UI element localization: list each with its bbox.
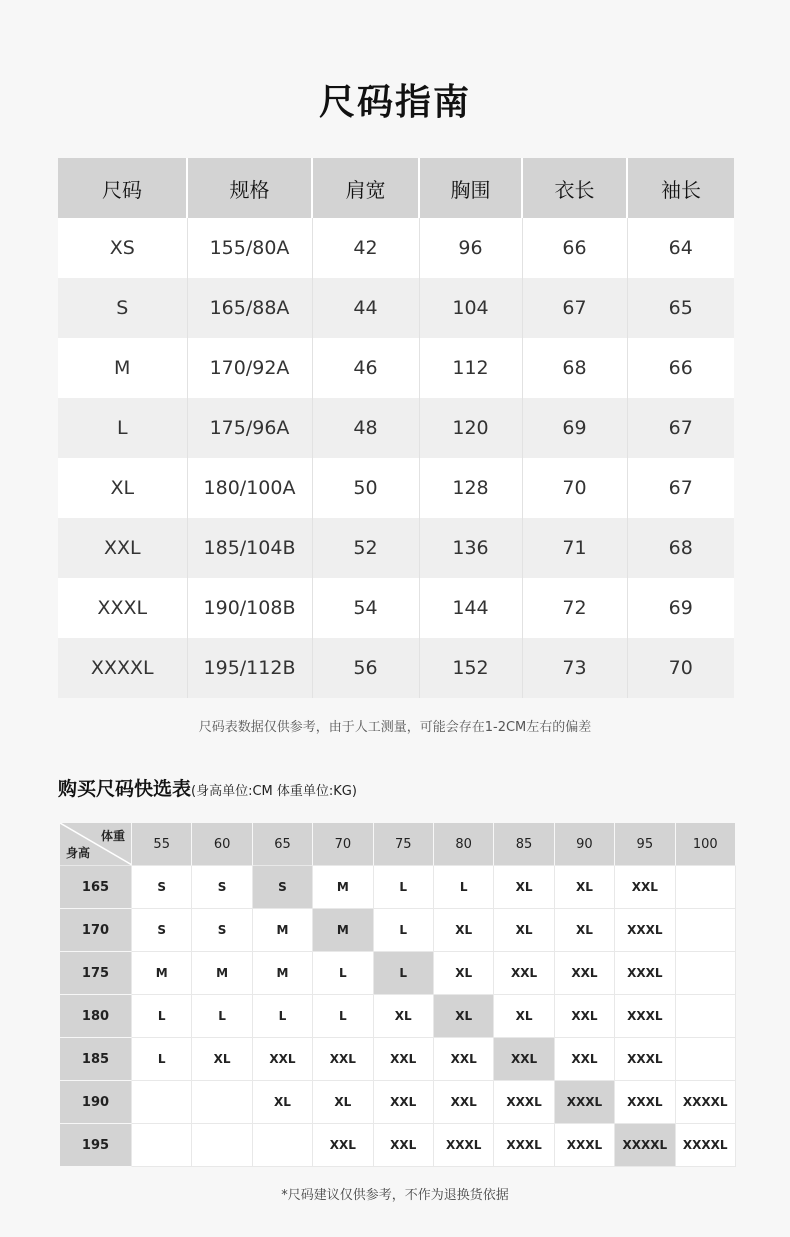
recommended-size-cell: XL	[494, 866, 554, 909]
recommended-size-cell: XXXXL	[615, 1124, 675, 1167]
recommended-size-cell: S	[253, 866, 313, 909]
quick-select-table	[60, 823, 736, 1167]
size-table-row	[58, 578, 734, 638]
header-size: 尺码	[58, 158, 187, 218]
recommended-size-cell: XXL	[494, 952, 554, 995]
recommended-size-cell: XXXL	[494, 1124, 554, 1167]
cell-spec: 175/96A	[187, 398, 312, 458]
cell-sleeve: 67	[627, 398, 734, 458]
recommended-size-cell: XXXL	[615, 1038, 675, 1081]
header-chest: 胸围	[419, 158, 522, 218]
recommended-size-cell: XXXL	[434, 1124, 494, 1167]
weight-header: 60	[192, 823, 252, 866]
cell-length: 69	[522, 398, 627, 458]
cell-spec: 185/104B	[187, 518, 312, 578]
recommended-size-cell: XL	[555, 909, 615, 952]
header-spec: 规格	[187, 158, 312, 218]
weight-header: 75	[374, 823, 434, 866]
cell-size: XXXXL	[58, 638, 187, 698]
weight-header: 55	[132, 823, 192, 866]
recommended-size-cell	[253, 1124, 313, 1167]
size-table-row	[58, 278, 734, 338]
recommended-size-cell: XXL	[555, 952, 615, 995]
cell-length: 72	[522, 578, 627, 638]
recommended-size-cell	[676, 866, 736, 909]
cell-shoulder: 46	[312, 338, 419, 398]
recommended-size-cell: L	[374, 952, 434, 995]
recommended-size-cell	[676, 952, 736, 995]
height-header: 190	[60, 1081, 132, 1124]
size-table-row	[58, 398, 734, 458]
recommended-size-cell: L	[434, 866, 494, 909]
recommended-size-cell: XXXL	[615, 909, 675, 952]
height-header: 170	[60, 909, 132, 952]
cell-length: 70	[522, 458, 627, 518]
recommended-size-cell: L	[374, 909, 434, 952]
recommended-size-cell: XXXL	[615, 952, 675, 995]
cell-sleeve: 67	[627, 458, 734, 518]
cell-sleeve: 70	[627, 638, 734, 698]
cell-size: S	[58, 278, 187, 338]
cell-sleeve: 69	[627, 578, 734, 638]
recommended-size-cell: XL	[434, 995, 494, 1038]
quick-select-title-text: 购买尺码快选表	[58, 778, 192, 800]
cell-chest: 120	[419, 398, 522, 458]
recommended-size-cell: M	[253, 909, 313, 952]
recommended-size-cell: XL	[313, 1081, 373, 1124]
cell-shoulder: 44	[312, 278, 419, 338]
size-table-row	[58, 218, 734, 278]
size-table-row	[58, 518, 734, 578]
corner-weight-label: 体重	[100, 829, 125, 843]
recommended-size-cell: XXL	[374, 1081, 434, 1124]
recommended-size-cell	[676, 1038, 736, 1081]
header-shoulder: 肩宽	[312, 158, 419, 218]
recommended-size-cell: XXXXL	[676, 1124, 736, 1167]
recommended-size-cell: XXL	[555, 1038, 615, 1081]
quick-table-row	[60, 1081, 736, 1124]
weight-header: 70	[313, 823, 373, 866]
recommended-size-cell: XL	[555, 866, 615, 909]
recommended-size-cell: XXL	[313, 1124, 373, 1167]
cell-size: XXXL	[58, 578, 187, 638]
height-header: 180	[60, 995, 132, 1038]
page-title: 尺码指南	[318, 82, 471, 123]
quick-select-units: (身高单位:CM 体重单位:KG)	[191, 784, 357, 799]
cell-size: XXL	[58, 518, 187, 578]
header-length: 衣长	[522, 158, 627, 218]
recommended-size-cell: M	[253, 952, 313, 995]
recommended-size-cell: XL	[374, 995, 434, 1038]
recommended-size-cell: XL	[494, 995, 554, 1038]
recommended-size-cell: XXL	[494, 1038, 554, 1081]
recommended-size-cell: XXL	[434, 1038, 494, 1081]
recommended-size-cell	[192, 1124, 252, 1167]
cell-length: 73	[522, 638, 627, 698]
cell-shoulder: 50	[312, 458, 419, 518]
cell-spec: 155/80A	[187, 218, 312, 278]
recommended-size-cell: S	[192, 909, 252, 952]
recommended-size-cell: XXL	[615, 866, 675, 909]
cell-chest: 152	[419, 638, 522, 698]
weight-header: 95	[615, 823, 675, 866]
recommended-size-cell: XXL	[374, 1038, 434, 1081]
cell-size: XS	[58, 218, 187, 278]
recommended-size-cell: S	[132, 866, 192, 909]
size-table-row	[58, 638, 734, 698]
cell-length: 71	[522, 518, 627, 578]
weight-header: 65	[253, 823, 313, 866]
recommended-size-cell: L	[313, 952, 373, 995]
recommended-size-cell: XXXL	[615, 1081, 675, 1124]
header-sleeve: 袖长	[627, 158, 734, 218]
size-guide-table	[58, 158, 734, 698]
corner-cell	[60, 823, 132, 866]
recommended-size-cell: XXXL	[555, 1081, 615, 1124]
cell-spec: 195/112B	[187, 638, 312, 698]
recommended-size-cell: S	[132, 909, 192, 952]
cell-spec: 170/92A	[187, 338, 312, 398]
cell-chest: 112	[419, 338, 522, 398]
recommended-size-cell	[132, 1124, 192, 1167]
height-header: 195	[60, 1124, 132, 1167]
quick-table-row	[60, 952, 736, 995]
weight-header: 100	[676, 823, 736, 866]
cell-length: 67	[522, 278, 627, 338]
recommended-size-cell: XXL	[313, 1038, 373, 1081]
cell-chest: 128	[419, 458, 522, 518]
cell-chest: 136	[419, 518, 522, 578]
cell-size: XL	[58, 458, 187, 518]
cell-chest: 144	[419, 578, 522, 638]
corner-height-label: 身高	[66, 846, 91, 860]
cell-length: 68	[522, 338, 627, 398]
recommended-size-cell: XXL	[374, 1124, 434, 1167]
quick-table-note: *尺码建议仅供参考，不作为退换货依据	[281, 1188, 509, 1203]
cell-length: 66	[522, 218, 627, 278]
recommended-size-cell: XL	[253, 1081, 313, 1124]
recommended-size-cell: L	[192, 995, 252, 1038]
recommended-size-cell: L	[132, 995, 192, 1038]
recommended-size-cell: XXL	[555, 995, 615, 1038]
quick-table-row	[60, 1124, 736, 1167]
cell-shoulder: 42	[312, 218, 419, 278]
recommended-size-cell: S	[192, 866, 252, 909]
cell-spec: 165/88A	[187, 278, 312, 338]
cell-chest: 104	[419, 278, 522, 338]
recommended-size-cell: XXXL	[555, 1124, 615, 1167]
recommended-size-cell: XL	[434, 909, 494, 952]
recommended-size-cell: XXL	[253, 1038, 313, 1081]
height-header: 175	[60, 952, 132, 995]
cell-shoulder: 52	[312, 518, 419, 578]
size-table-row	[58, 458, 734, 518]
recommended-size-cell: XL	[192, 1038, 252, 1081]
weight-header: 85	[494, 823, 554, 866]
recommended-size-cell: XL	[434, 952, 494, 995]
recommended-size-cell: XXXL	[494, 1081, 554, 1124]
cell-sleeve: 64	[627, 218, 734, 278]
recommended-size-cell: M	[132, 952, 192, 995]
recommended-size-cell: XL	[494, 909, 554, 952]
height-header: 165	[60, 866, 132, 909]
cell-shoulder: 56	[312, 638, 419, 698]
quick-table-row	[60, 1038, 736, 1081]
quick-table-row	[60, 866, 736, 909]
cell-shoulder: 48	[312, 398, 419, 458]
cell-sleeve: 65	[627, 278, 734, 338]
recommended-size-cell: XXXXL	[676, 1081, 736, 1124]
height-header: 185	[60, 1038, 132, 1081]
quick-table-row	[60, 995, 736, 1038]
recommended-size-cell: M	[192, 952, 252, 995]
cell-spec: 180/100A	[187, 458, 312, 518]
recommended-size-cell: L	[313, 995, 373, 1038]
quick-table-row	[60, 909, 736, 952]
quick-select-title	[58, 774, 357, 801]
recommended-size-cell: L	[374, 866, 434, 909]
recommended-size-cell: M	[313, 909, 373, 952]
recommended-size-cell	[192, 1081, 252, 1124]
recommended-size-cell: XXXL	[615, 995, 675, 1038]
recommended-size-cell: L	[132, 1038, 192, 1081]
weight-header: 80	[434, 823, 494, 866]
cell-shoulder: 54	[312, 578, 419, 638]
recommended-size-cell: M	[313, 866, 373, 909]
cell-size: M	[58, 338, 187, 398]
recommended-size-cell: XXL	[434, 1081, 494, 1124]
size-table-row	[58, 338, 734, 398]
cell-chest: 96	[419, 218, 522, 278]
recommended-size-cell	[676, 995, 736, 1038]
recommended-size-cell	[132, 1081, 192, 1124]
cell-size: L	[58, 398, 187, 458]
cell-spec: 190/108B	[187, 578, 312, 638]
quick-table-header-row	[60, 823, 736, 866]
size-table-note: 尺码表数据仅供参考，由于人工测量，可能会存在1-2CM左右的偏差	[198, 720, 592, 735]
recommended-size-cell: L	[253, 995, 313, 1038]
cell-sleeve: 68	[627, 518, 734, 578]
cell-sleeve: 66	[627, 338, 734, 398]
recommended-size-cell	[676, 909, 736, 952]
size-table-header-row	[58, 158, 734, 218]
weight-header: 90	[555, 823, 615, 866]
